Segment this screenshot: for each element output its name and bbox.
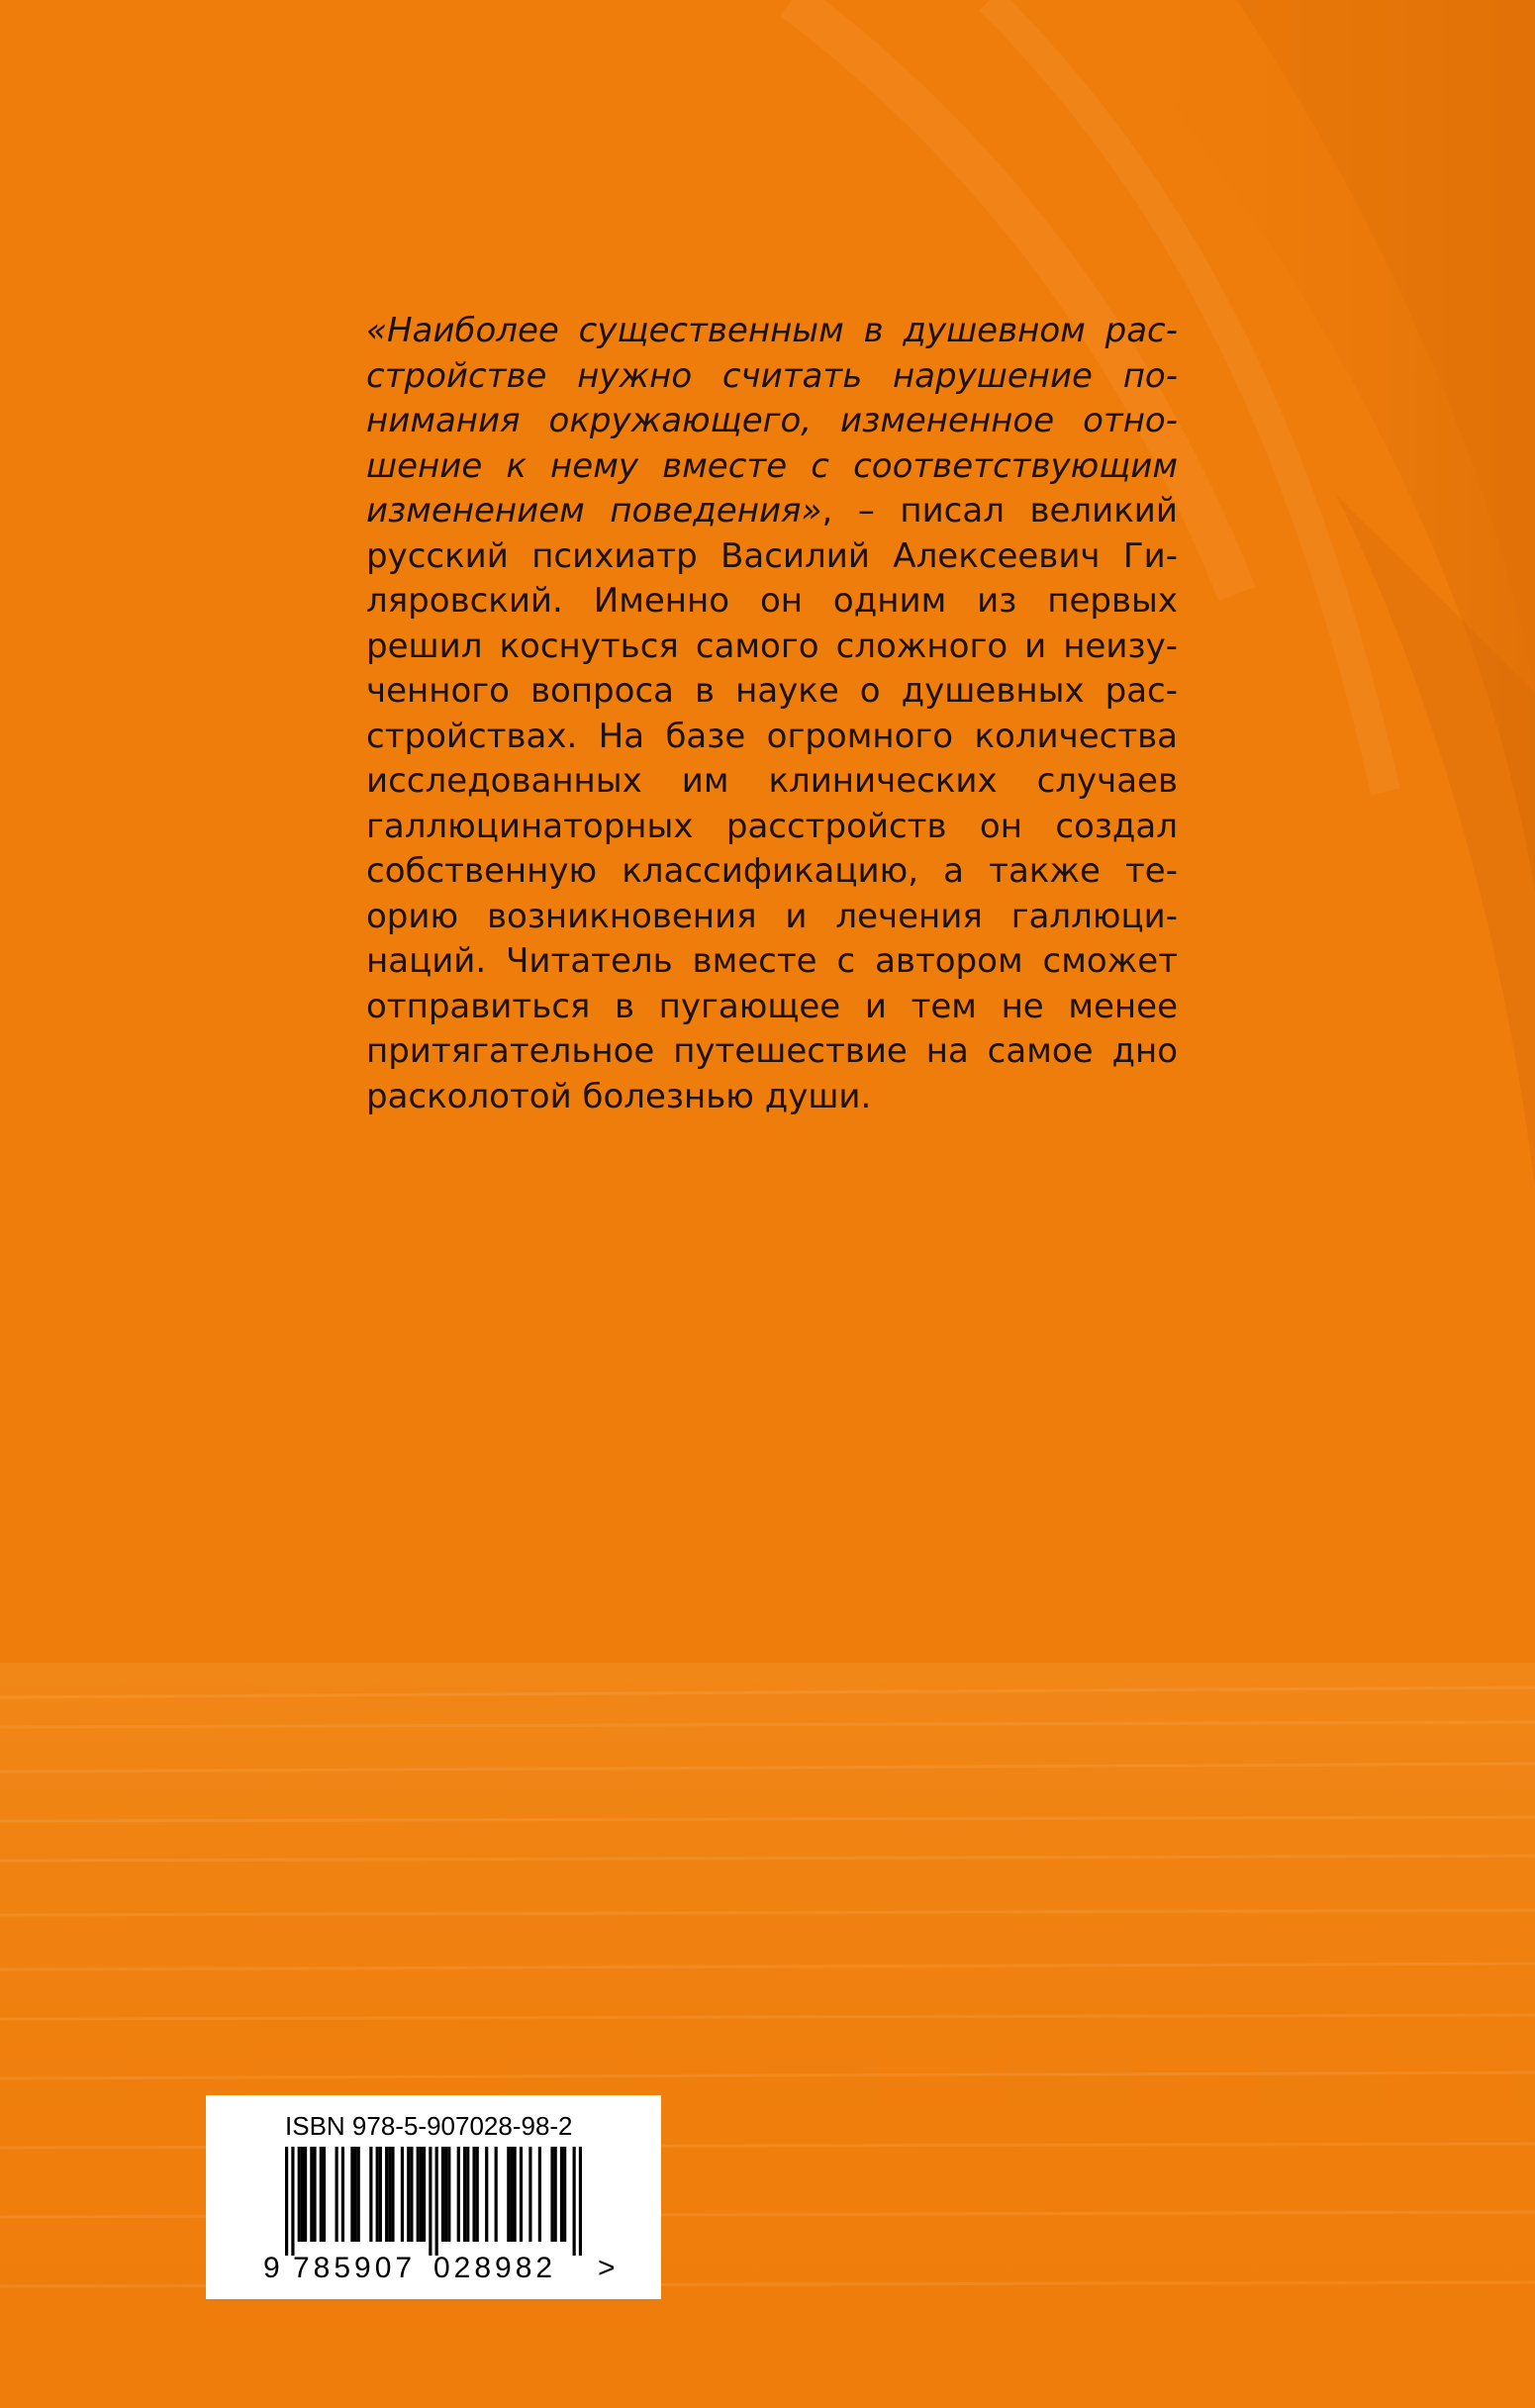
barcode-bar [495,2147,498,2242]
back-cover-blurb [366,309,1178,1119]
barcode-bar [444,2147,447,2242]
barcode-bar [476,2147,479,2242]
blurb-line: стройстве нужно считать нарушение по- [366,355,1178,396]
barcode-bar [417,2147,420,2242]
barcode-bar [341,2147,344,2242]
barcode-bar [554,2147,557,2242]
barcode-bar [560,2147,563,2242]
blurb-line: орию возникновения и лечения галлюци- [366,896,1178,936]
barcode-bar [457,2147,460,2242]
barcode-bar [357,2147,360,2242]
barcode-bar [323,2147,326,2242]
isbn-barcode-panel [206,2095,661,2299]
blurb-line: нимания окружающего, измененное отно- [366,401,1178,440]
barcode-bar [313,2147,316,2242]
barcode-bar [301,2147,304,2242]
barcode-bar [285,2147,288,2256]
blurb-line: «Наиболее существенным в душевном рас- [366,311,1178,350]
blurb-line: собственную классификацию, а также те- [366,851,1178,891]
barcode-bar [336,2147,338,2242]
barcode-bar [579,2147,582,2256]
barcode-bar [376,2147,379,2242]
barcode-bar [538,2147,541,2242]
barcode-bar [463,2147,466,2242]
barcode-lead-digit: 9 [263,2252,280,2284]
barcode-bar [385,2147,388,2242]
barcode-bar [410,2147,413,2242]
barcode-bar [388,2147,391,2242]
barcode-bar [320,2147,323,2242]
blurb-line: изменением поведения», – писал великий [366,491,1178,530]
barcode-digit-group-1: 785907 [293,2252,417,2284]
blurb-line: наций. Читатель вместе с автором сможет [366,941,1178,981]
barcode-bar [563,2147,566,2242]
barcode-bars [285,2147,582,2256]
blurb-line: русский психиатр Василий Алексеевич Ги- [366,535,1178,576]
barcode-bar [429,2147,432,2256]
barcode-bar [401,2147,404,2242]
barcode-bar [435,2147,438,2256]
barcode-bar [472,2147,475,2242]
blurb-line: галлюцинаторных расстройств он создал [366,806,1178,846]
barcode-bar [514,2147,517,2242]
barcode-bar [391,2147,394,2242]
blurb-line: стройствах. На базе огромного количества [366,716,1178,756]
barcode-bar [379,2147,382,2242]
blurb-line: расколотой болезнью души. [366,1076,872,1116]
blurb-line: решил коснуться самого сложного и неизу- [366,626,1178,666]
barcode-quiet-zone-marker: > [598,2252,616,2284]
barcode-bar [510,2147,513,2242]
barcode-bar [550,2147,553,2242]
barcode-bar [291,2147,294,2256]
barcode-digit-group-2: 028982 [433,2252,557,2284]
barcode-bar [507,2147,510,2242]
blurb-line: исследованных им клинических случаев [366,761,1178,801]
barcode-bar [485,2147,488,2242]
barcode-bar [369,2147,372,2242]
barcode-bar [350,2147,353,2242]
blurb-line: притягательное путешествие на самое дно [366,1031,1178,1071]
barcode-bar [310,2147,313,2242]
barcode-bar [466,2147,469,2242]
blurb-line: отправиться в пугающее и тем не менее [366,986,1178,1026]
barcode-bar [423,2147,426,2242]
barcode-bar [407,2147,410,2242]
barcode-bar [573,2147,576,2256]
isbn-label: ISBN 978-5-907028-98-2 [285,2111,573,2141]
barcode-bar [304,2147,307,2242]
blurb-line: ляровский. Именно он одним из первых [366,581,1178,621]
barcode-bar [520,2147,523,2242]
blurb-line: шение к нему вместе с соответствующим [366,445,1178,486]
barcode-bar [447,2147,450,2242]
barcode-bar [298,2147,301,2242]
barcode-bar [528,2147,531,2242]
barcode-bar [353,2147,356,2242]
barcode-bar [441,2147,444,2242]
blurb-line: ченного вопроса в науке о душевных рас- [366,671,1178,711]
barcode-bar [420,2147,423,2242]
